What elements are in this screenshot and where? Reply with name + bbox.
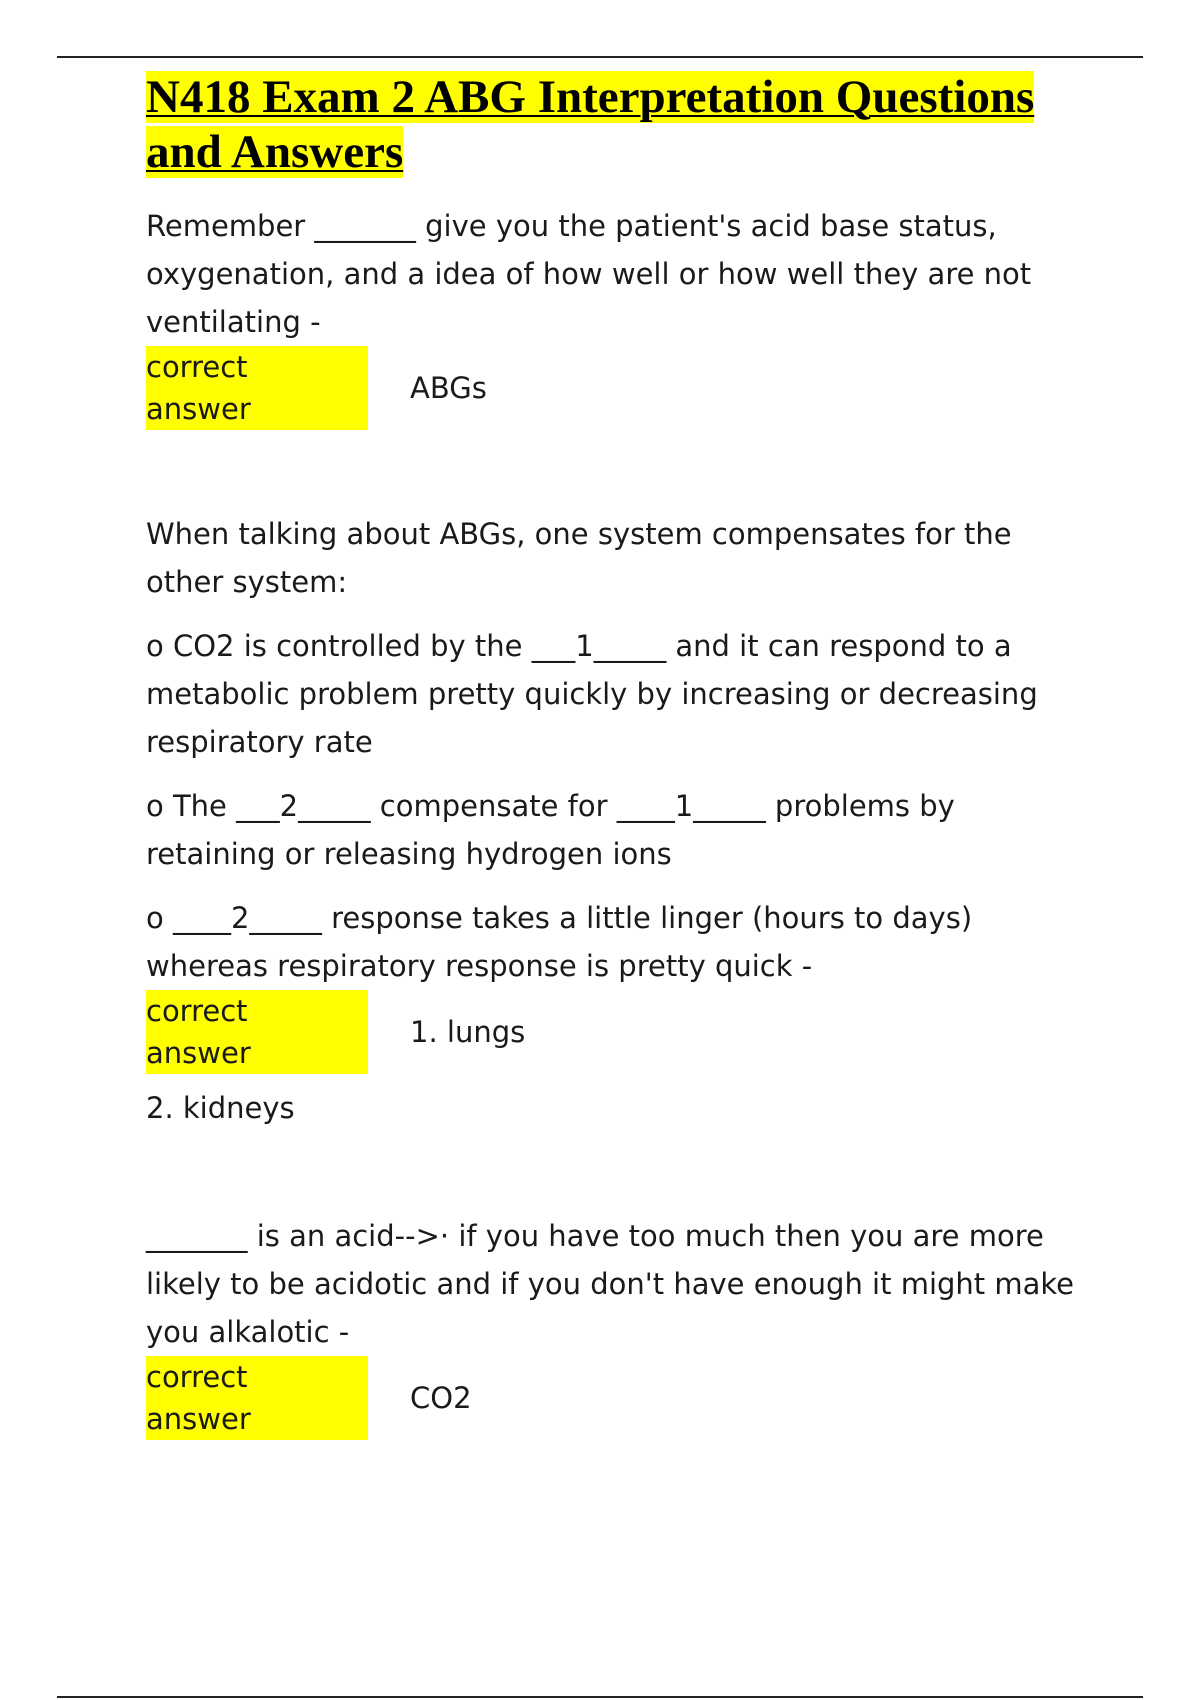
bullet-item: o ____2_____ response takes a little linger (hours to days) whereas respiratory response is pretty quick - [146, 901, 973, 983]
answer-continued: 2. kidneys [146, 1091, 295, 1125]
qa-item-1 [146, 202, 1076, 430]
bullet-item: o CO2 is controlled by the ___1_____ and it can respond to a metabolic problem pretty quickly by increasing or decreasing respiratory rate [146, 629, 1038, 759]
answer-row [146, 990, 1076, 1074]
document-body [146, 70, 1076, 1440]
bottom-rule [57, 1696, 1143, 1698]
title-text: N418 Exam 2 ABG Interpretation Questions and Answers [146, 71, 1035, 178]
answer-row [146, 1356, 1076, 1440]
title-block [146, 70, 1076, 180]
question-text: Remember _______ give you the patient's acid base status, oxygenation, and a idea of how well or how well they are not ventilating - [146, 209, 1032, 339]
correct-answer-label: correct answer [146, 990, 368, 1074]
correct-answer-label: correct answer [146, 346, 368, 430]
top-rule [57, 56, 1143, 58]
qa-item-2 [146, 510, 1076, 1132]
answer-value: 1. lungs [410, 1015, 526, 1049]
question-text: _______ is an acid-->· if you have too much then you are more likely to be acidotic and if you don't have enough it might make you alkalotic - [146, 1219, 1074, 1349]
question-intro: When talking about ABGs, one system compensates for the other system: [146, 517, 1012, 599]
answer-row [146, 346, 1076, 430]
correct-answer-label: correct answer [146, 1356, 368, 1440]
qa-item-3 [146, 1212, 1076, 1440]
bullet-item: o The ___2_____ compensate for ____1_____ problems by retaining or releasing hydrogen ions [146, 789, 955, 871]
answer-value: ABGs [410, 371, 487, 405]
answer-value: CO2 [410, 1381, 472, 1415]
document-title [146, 70, 1076, 180]
